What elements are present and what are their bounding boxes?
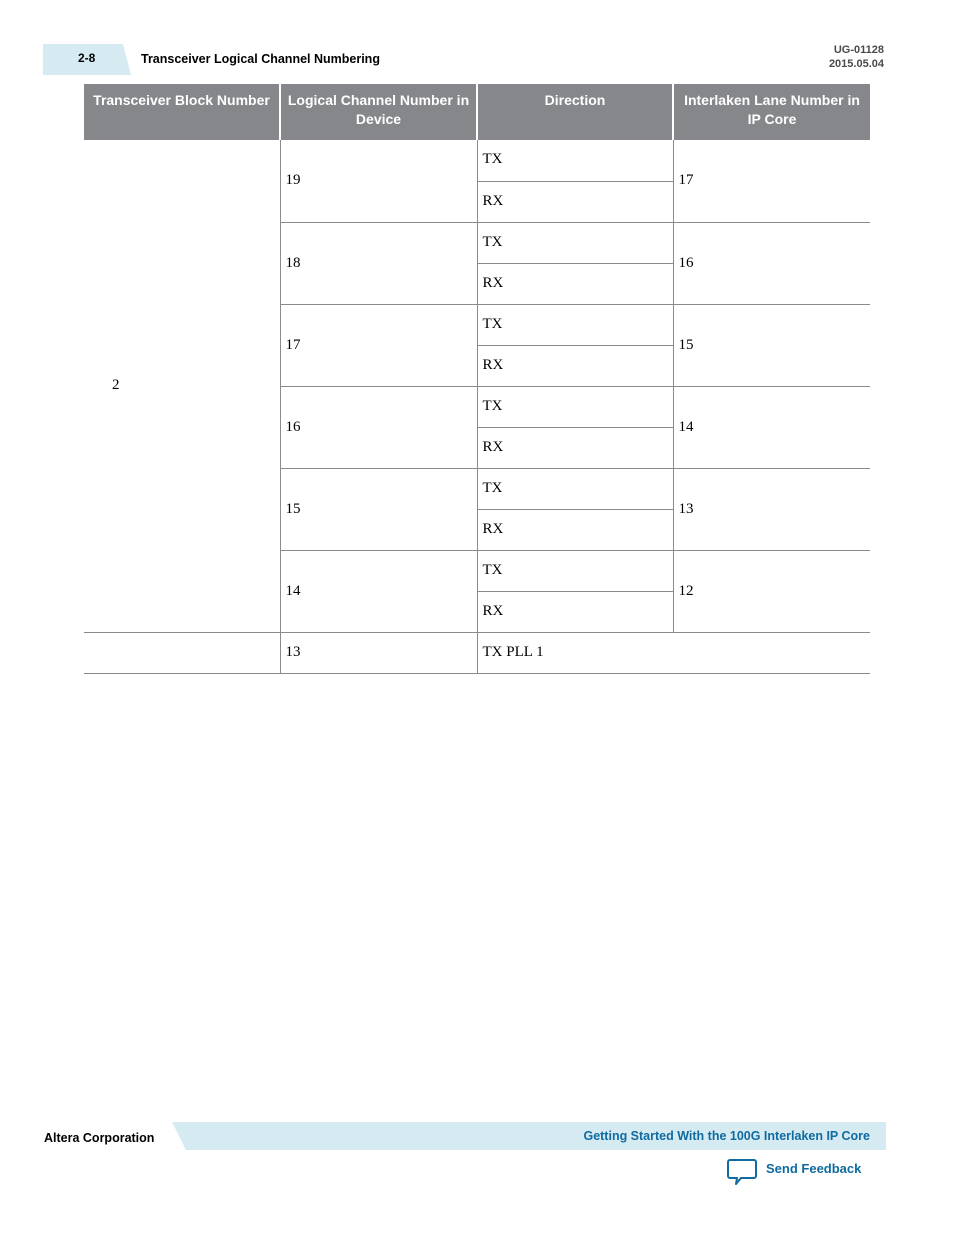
channel-cell: 13 <box>280 632 477 673</box>
channel-cell: 15 <box>280 468 477 550</box>
direction-cell: TX <box>477 386 673 427</box>
col-header-lane: Interlaken Lane Number in IP Core <box>673 84 870 140</box>
doc-id: UG-01128 <box>833 44 884 56</box>
direction-cell: RX <box>477 509 673 550</box>
page-number: 2-8 <box>78 51 96 65</box>
block-number-cell: 2 <box>84 140 280 632</box>
doc-date: 2015.05.04 <box>828 58 884 70</box>
doc-id-block <box>829 43 884 71</box>
speech-bubble-icon <box>727 1158 757 1186</box>
guide-title-link[interactable]: Getting Started With the 100G Interlaken IP Core <box>583 1129 870 1143</box>
direction-cell: RX <box>477 345 673 386</box>
direction-cell: RX <box>477 427 673 468</box>
direction-cell: RX <box>477 263 673 304</box>
channel-cell: 16 <box>280 386 477 468</box>
direction-cell: RX <box>477 181 673 222</box>
channel-cell: 19 <box>280 140 477 222</box>
direction-cell: TX <box>477 304 673 345</box>
lane-cell: 17 <box>673 140 870 222</box>
lane-cell: 14 <box>673 386 870 468</box>
send-feedback-label: Send Feedback <box>766 1160 862 1176</box>
channel-cell: 14 <box>280 550 477 632</box>
channel-numbering-table <box>84 84 870 674</box>
lane-cell: 16 <box>673 222 870 304</box>
direction-cell: TX <box>477 222 673 263</box>
lane-cell: 13 <box>673 468 870 550</box>
col-header-block: Transceiver Block Number <box>84 84 280 140</box>
channel-cell: 17 <box>280 304 477 386</box>
lane-cell: 12 <box>673 550 870 632</box>
channel-cell: 18 <box>280 222 477 304</box>
company-name: Altera Corporation <box>44 1131 155 1145</box>
block-number-cell <box>84 632 280 673</box>
direction-cell: TX <box>477 140 673 181</box>
direction-cell: TX PLL 1 <box>477 632 870 673</box>
table-row <box>84 632 870 673</box>
table-row <box>84 140 870 181</box>
table-header-row <box>84 84 870 140</box>
send-feedback-link[interactable] <box>727 1158 861 1186</box>
col-header-direction: Direction <box>477 84 673 140</box>
direction-cell: TX <box>477 468 673 509</box>
direction-cell: RX <box>477 591 673 632</box>
lane-cell: 15 <box>673 304 870 386</box>
section-title: Transceiver Logical Channel Numbering <box>141 52 380 66</box>
direction-cell: TX <box>477 550 673 591</box>
col-header-channel: Logical Channel Number in Device <box>280 84 477 140</box>
